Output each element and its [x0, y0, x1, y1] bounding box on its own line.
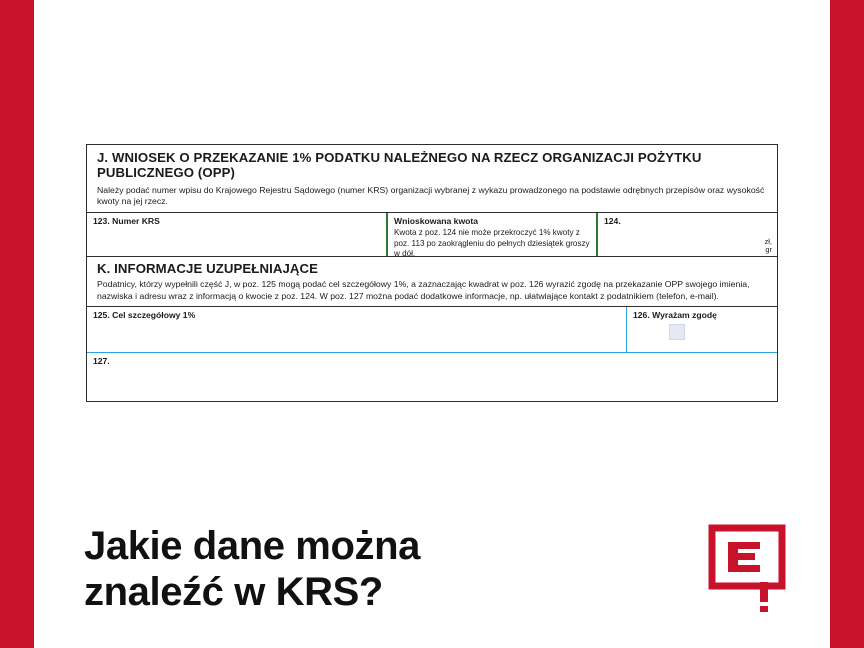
headline-line-1: Jakie dane można — [84, 524, 420, 568]
section-k-header — [87, 257, 777, 306]
field-127-additional-info[interactable] — [87, 353, 777, 401]
field-125-specific-purpose[interactable] — [87, 307, 627, 352]
unit-grosz: gr — [765, 245, 772, 255]
unit-zloty: zł, — [764, 237, 772, 247]
section-j-fields-row — [87, 212, 777, 259]
left-red-bar — [0, 0, 34, 648]
section-k-fields — [87, 306, 777, 401]
field-126-consent[interactable] — [627, 307, 777, 352]
section-k-title: K. INFORMACJE UZUPEŁNIAJĄCE — [97, 261, 319, 276]
form-section-j — [86, 144, 778, 259]
tax-form-image — [86, 144, 778, 402]
brand-logo-icon — [708, 524, 786, 614]
section-j-title: J. WNIOSEK O PRZEKAZANIE 1% PODATKU NALEŻNEGO NA RZECZ ORGANIZACJI POŻYTKU PUBLICZNEGO (OPP) — [97, 150, 702, 181]
page-title — [84, 524, 604, 615]
form-section-k — [86, 256, 778, 402]
field-124-units — [765, 238, 772, 254]
section-j-note: Należy podać numer wpisu do Krajowego Rejestru Sądowego (numer KRS) organizacji wybranej z wykazu prowadzonego na podstawie odrębnych przepisów oraz wysokość kwoty na jej rzecz. — [97, 184, 765, 207]
field-requested-amount-note: Kwota z poz. 124 nie może przekroczyć 1% kwoty z poz. 113 po zaokrągleniu do pełnych dziesiątek groszy w dół. — [394, 228, 590, 259]
field-126-label: 126. Wyrażam zgodę — [633, 310, 717, 321]
field-requested-amount[interactable] — [387, 213, 597, 259]
field-124-label: 124. — [604, 216, 621, 226]
section-j-header — [87, 145, 777, 212]
field-krs-number[interactable] — [87, 213, 387, 256]
field-125-label: 125. Cel szczegółowy 1% — [93, 310, 196, 321]
field-127-label: 127. — [93, 356, 110, 367]
field-124-amount[interactable] — [597, 213, 777, 256]
section-k-note: Podatnicy, którzy wypełnili część J, w poz. 125 mogą podać cel szczegółowy 1%, a zaznaczając kwadrat w poz. 126 wyrazić zgodę na przekazanie OPP swojego imienia, nazwiska i adresu wraz z informacją o kwocie z poz. 124. W poz. 127 można podać dodatkowe informacje, np. ułatwiające kontakt z podatnikiem (telefon, e-mail). — [97, 279, 750, 301]
headline-line-2: znaleźć w KRS? — [84, 569, 383, 614]
section-k-row-1 — [87, 307, 777, 353]
consent-checkbox[interactable] — [669, 324, 685, 340]
field-krs-number-label: 123. Numer KRS — [93, 216, 160, 226]
field-requested-amount-label: Wnioskowana kwota — [394, 216, 479, 226]
right-red-bar — [830, 0, 864, 648]
